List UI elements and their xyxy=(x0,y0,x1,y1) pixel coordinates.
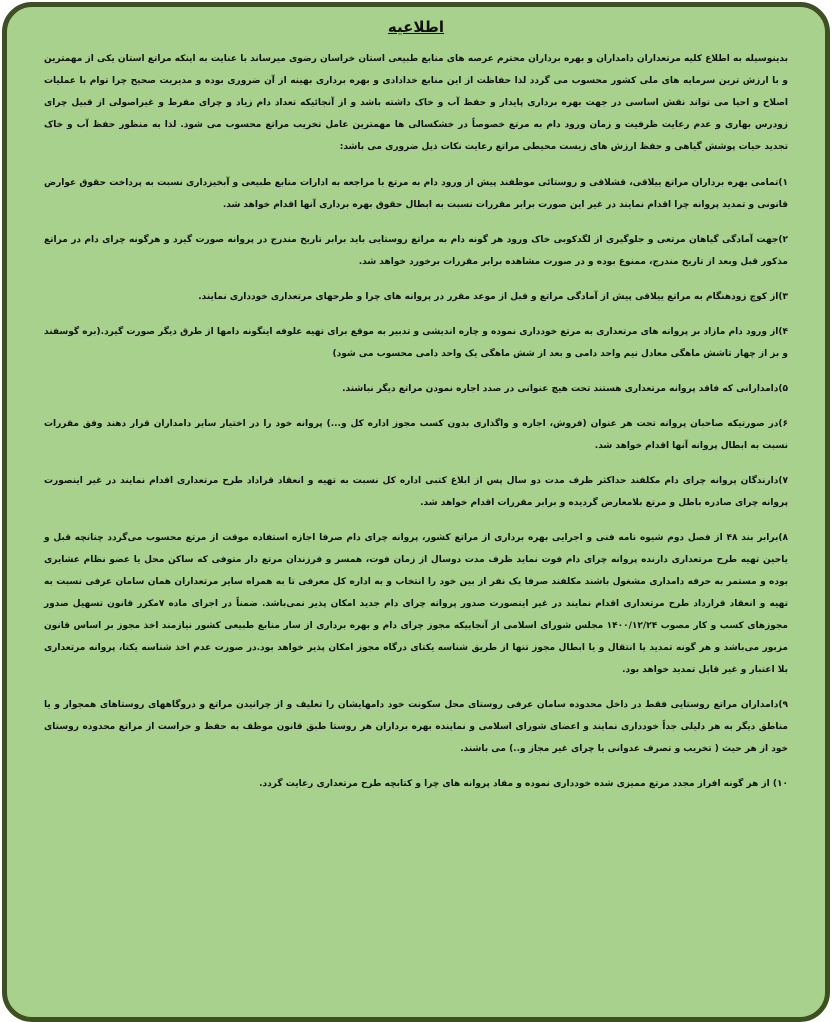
notice-item-9: ۹)دامداران مراتع روستایی فقط در داخل محدوده سامان عرفی روستای محل سکونت خود دامهایشان را تعلیف و از چرانیدن مراتع و دروگاههای روستاهای همجوار و یا مناطق دیگر به هر دلیلی جداً خودداری نمایند و اعضای شورای اسلامی و نماینده بهره برداران هر روستا طبق قانون موظف به حفظ و حراست از مراتع محدوده روستای خود از هر حیث ( تخریب و تصرف عدوانی یا چرای غیر مجاز و..) می باشند. xyxy=(44,700,788,754)
notice-title: اطلاعیه xyxy=(387,18,445,36)
notice-item-6: ۶)در صورتیکه صاحبان پروانه تحت هر عنوان (فروش، اجاره و واگذاری بدون کسب مجوز اداره کل و...) پروانه خود را در اختیار سایر دامداران قرار دهند وفق مقررات نسبت به ابطال پروانه آنها اقدام خواهد شد. xyxy=(44,419,788,451)
notice-intro: بدینوسیله به اطلاع کلیه مرتعداران دامداران و بهره برداران محترم عرصه های منابع طبیعی استان خراسان رضوی میرساند با عنایت به اینکه مراتع استان یکی از مهمترین و با ارزش ترین سرمایه های ملی کشور محسوب می گردد لذا حفاظت از این منابع خدادادی و بهره برداری بهینه از آن ضروری بوده و مدیریت صحیح چرا توام با عملیات اصلاح و احیا می تواند نقش اساسی در جهت بهره برداری پایدار و حفظ آب و خاک داشته باشد و از آنجائیکه تعداد دام زیاد و چرای مفرط و غیراصولی از قبیل چرای زودرس بهاری و عدم رعایت ظرفیت و زمان ورود دام به مرتع خصوصاً در خشکسالی ها مهمترین عامل تخریب مراتع محسوب می شود. لذا به منظور حفظ آب و خاک تجدید حیات پوشش گیاهی و حفظ ارزش های زیست محیطی مراتع رعایت نکات ذیل ضروری می باشد: xyxy=(44,54,788,152)
notice-item-1: ۱)تمامی بهره برداران مراتع ییلاقی، قشلاقی و روستائی موظفند پیش از ورود دام به مرتع با مراجعه به ادارات منابع طبیعی و آبخیزداری نسبت به پرداخت حقوق عوارض قانونی و تمدید پروانه چرا اقدام نمایند در غیر این صورت برابر مقررات نسبت به ابطال حقوق بهره برداری آنها اقدام خواهد شد. xyxy=(44,178,788,210)
notice-item-4: ۴)از ورود دام مازاد بر پروانه های مرتعداری به مرتع خودداری نموده و چاره اندیشی و تدبیر به موقع برای تهیه علوفه اینگونه دامها از طرق دیگر صورت گیرد.(بره گوسفند و بز از چهار تاشش ماهگی معادل نیم واحد دامی و بعد از شش ماهگی یک واحد دامی محسوب می شود) xyxy=(44,327,788,359)
notice-item-8: ۸)برابر بند ۴۸ از فصل دوم شیوه نامه فنی و اجرایی بهره برداری از مراتع کشور، پروانه چرای دام صرفا اجازه استفاده موقت از مرتع محسوب می‌گردد چنانچه قبل و یاحین تهیه طرح مرتعداری دارنده پروانه چرای دام فوت نماید ظرف مدت دوسال از زمان فوت، همسر و فرزندان مرتع دار متوفی که ساکن محل یا عضو نظام عشایری بوده و مستمر به حرفه دامداری مشغول باشند مکلفند صرفا یک نفر از بین خود را انتخاب و به اداره کل معرفی تا به همراه سایر مرتعداران همان سامان عرفی نسبت به تهیه و انعقاد قرارداد طرح مرتعداری اقدام نمایند در غیر اینصورت صدور پروانه چرای دام جدید امکان پذیر نمی‌باشد. ضمناً در اجرای ماده ۷مکرر قانون تسهیل صدور مجوزهای کسب و کار مصوب ۱۴۰۰/۱۲/۲۴ مجلس شورای اسلامی از آنجاییکه مجوز چرای دام و بهره برداری از سار منابع طبیعی کشور نیازمند اخذ مجوز بر اساس قانون مزبور می‌باشد و هر گونه تمدید یا انتقال و یا ابطال مجوز تنها از طریق شناسه یکتای درگاه مجوز امکان پذیر خواهد بود.در صورت عدم اخذ شناسه یکتا، پروانه مرتعداری بلا اعتبار و غیر قابل تمدید خواهد بود. xyxy=(44,533,788,675)
notice-item-10: ۱۰) از هر گونه افراز مجدد مرتع ممیزی شده خودداری نموده و مفاد پروانه های چرا و کتابچه طرح مرتعداری رعایت گردد. xyxy=(259,779,788,789)
notice-item-2: ۲)جهت آمادگی گیاهان مرتعی و جلوگیری از لگدکوبی خاک ورود هر گونه دام به مراتع روستایی باید برابر تاریخ مندرج در پروانه صورت گیرد و هرگونه چرای دام در مراتع مذکور قبل وبعد از تاریخ مندرج، ممنوع بوده و در صورت مشاهده برابر مقررات برخورد خواهد شد. xyxy=(44,235,788,267)
notice-content xyxy=(44,14,788,808)
notice-item-5: ۵)دامدارانی که فاقد پروانه مرتعداری هستند تحت هیچ عنوانی در صدد اجاره نمودن مراتع دیگر نباشند. xyxy=(342,384,788,394)
notice-item-3: ۳)از کوچ زودهنگام به مراتع ییلاقی پیش از آمادگی مراتع و قبل از موعد مقرر در پروانه های چرا و طرحهای مرتعداری خودداری نمایند. xyxy=(198,292,788,302)
notice-item-7: ۷)دارندگان پروانه چرای دام مکلفند حداکثر ظرف مدت دو سال پس از ابلاغ کتبی اداره کل نسبت به تهیه و انعقاد قراداد طرح مرتعداری اقدام نمایند در غیر اینصورت پروانه چرای صادره باطل و مرتع بلامعارض گردیده و برابر مقررات اقدام خواهد شد. xyxy=(44,476,788,508)
